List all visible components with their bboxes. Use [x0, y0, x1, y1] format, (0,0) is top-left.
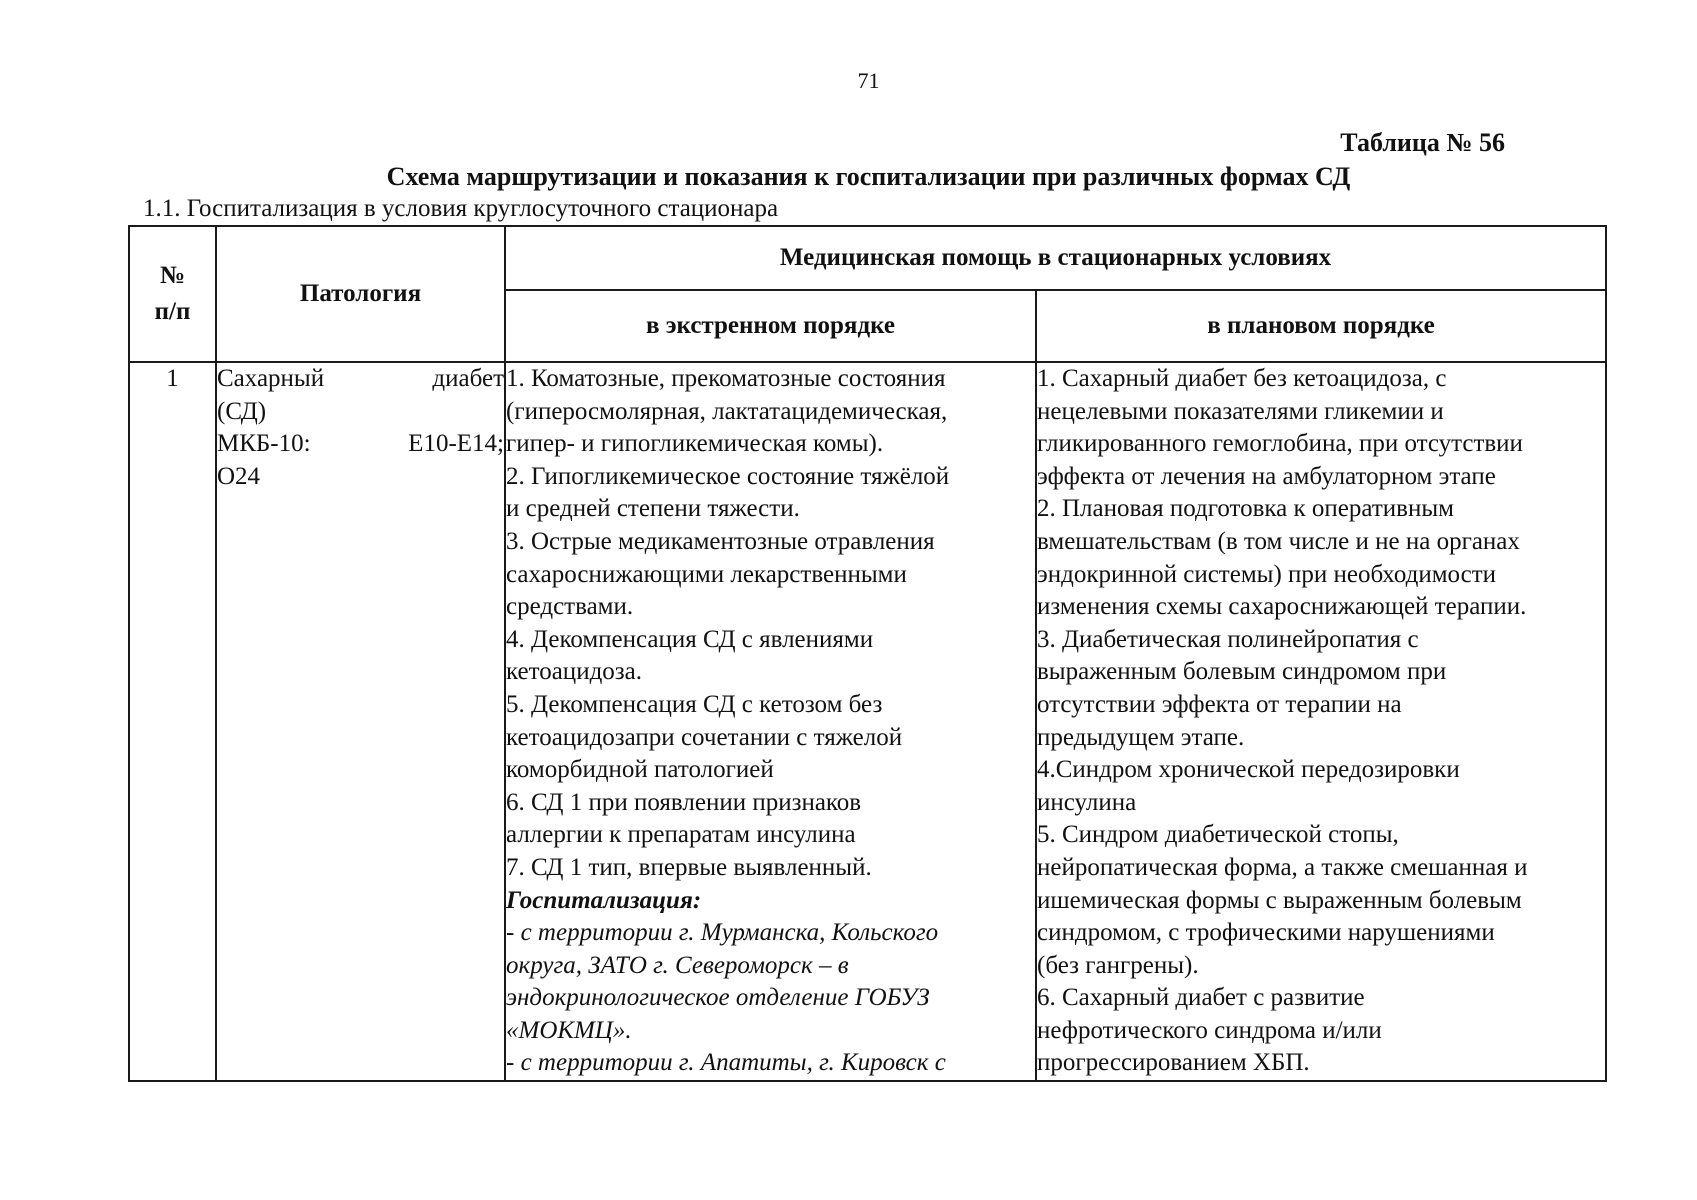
section-title: 1.1. Госпитализация в условия круглосуточного стационара — [143, 195, 779, 222]
emergency-line: 2. Гипогликемическое состояние тяжёлой — [506, 462, 950, 490]
header-num-line1: № — [159, 262, 186, 289]
planned-cell — [1036, 362, 1606, 1081]
planned-line: выраженным болевым синдромом при — [1037, 658, 1447, 686]
hospitalization-label: Госпитализация: — [506, 886, 702, 914]
planned-line: нефротического синдрома и/или — [1037, 1016, 1382, 1044]
planned-line: вмешательствам (в том числе и не на органах — [1037, 527, 1520, 555]
planned-line: изменения схемы сахароснижающей терапии. — [1037, 593, 1527, 621]
emergency-line: кетоацидозапри сочетании с тяжелой — [506, 723, 903, 751]
planned-line: эффекта от лечения на амбулаторном этапе — [1037, 462, 1496, 490]
row-number: 1 — [129, 362, 216, 1081]
emergency-line: 1. Коматозные, прекоматозные состояния — [506, 365, 946, 392]
hospitalization-line: эндокринологическое отделение ГОБУЗ — [506, 984, 930, 1012]
table-label: Таблица № 56 — [1340, 128, 1505, 157]
emergency-line: 6. СД 1 при появлении признаков — [506, 788, 862, 816]
pathology-text: диабет — [432, 365, 504, 392]
emergency-line: 4. Декомпенсация СД с явлениями — [506, 625, 874, 653]
planned-line: эндокринной системы) при необходимости — [1037, 560, 1497, 588]
emergency-line: 3. Острые медикаментозные отравления — [506, 527, 935, 555]
table-row — [129, 362, 1606, 1081]
icd-codes: Е10-Е14; — [408, 430, 504, 458]
routing-table — [128, 225, 1607, 1082]
hospitalization-line: «МОКМЦ». — [506, 1016, 632, 1044]
emergency-line: 7. СД 1 тип, впервые выявленный. — [506, 853, 872, 881]
planned-line: 3. Диабетическая полинейропатия с — [1037, 625, 1419, 653]
planned-line: 6. Сахарный диабет с развитие — [1037, 984, 1365, 1012]
planned-line: синдромом, с трофическими нарушениями — [1037, 919, 1495, 947]
emergency-line: гипер- и гипогликемическая комы). — [506, 430, 884, 458]
pathology-line — [217, 428, 504, 461]
planned-line: нецелевыми показателями гликемии и — [1037, 397, 1444, 425]
icd-label: МКБ-10: — [217, 430, 311, 458]
page-number: 71 — [857, 68, 880, 93]
planned-line: предыдущем этапе. — [1037, 723, 1245, 751]
planned-line: нейропатическая форма, а также смешанная и — [1037, 853, 1528, 881]
planned-line: 4.Синдром хронической передозировки — [1037, 756, 1460, 784]
hospitalization-line: округа, ЗАТО г. Североморск – в — [506, 951, 849, 979]
hospitalization-line: - с территории г. Мурманска, Кольского — [506, 919, 939, 947]
pathology-text: Сахарный — [217, 365, 325, 392]
planned-line: прогрессированием ХБП. — [1037, 1049, 1310, 1077]
header-emergency: в экстренном порядке — [505, 290, 1036, 362]
header-planned: в плановом порядке — [1036, 290, 1606, 362]
emergency-line: кетоацидоза. — [506, 658, 643, 686]
table-title: Схема маршрутизации и показания к госпитализации при различных формах СД — [386, 162, 1351, 191]
emergency-line: коморбидной патологией — [506, 756, 774, 784]
emergency-line: 5. Декомпенсация СД с кетозом без — [506, 690, 883, 718]
pathology-cell — [216, 362, 505, 1081]
planned-line: 5. Синдром диабетической стопы, — [1037, 821, 1399, 849]
pathology-line: (СД) — [217, 397, 267, 425]
header-pathology: Патология — [216, 226, 505, 362]
table-header-row — [129, 226, 1606, 290]
planned-line: ишемическая формы с выраженным болевым — [1037, 886, 1522, 914]
emergency-line: (гиперосмолярная, лактатацидемическая, — [506, 397, 948, 425]
header-inpatient-care: Медицинская помощь в стационарных условиях — [505, 226, 1606, 290]
planned-line: 2. Плановая подготовка к оперативным — [1037, 495, 1454, 523]
pathology-line — [217, 363, 504, 396]
hospitalization-line: - с территории г. Апатиты, г. Кировск с — [506, 1049, 946, 1077]
emergency-line: и средней степени тяжести. — [506, 495, 800, 523]
pathology-line: О24 — [217, 462, 261, 490]
planned-line: (без гангрены). — [1037, 951, 1199, 979]
header-num — [129, 226, 216, 362]
emergency-line: средствами. — [506, 593, 634, 621]
header-num-line2: п/п — [154, 298, 191, 325]
emergency-line: сахароснижающими лекарственными — [506, 560, 907, 588]
planned-line: 1. Сахарный диабет без кетоацидоза, с — [1037, 365, 1447, 392]
planned-line: инсулина — [1037, 788, 1137, 816]
planned-line: гликированного гемоглобина, при отсутствии — [1037, 430, 1523, 458]
emergency-line: аллергии к препаратам инсулина — [506, 821, 856, 849]
planned-line: отсутствии эффекта от терапии на — [1037, 690, 1402, 718]
emergency-cell — [505, 362, 1036, 1081]
